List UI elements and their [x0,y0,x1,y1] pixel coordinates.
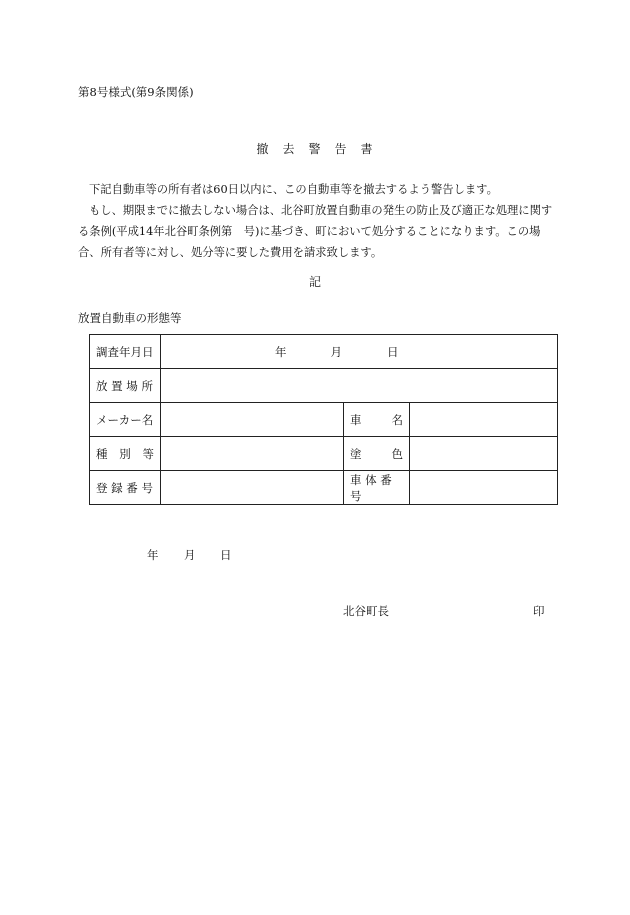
warning-paragraph-2: もし、期限までに撤去しない場合は、北谷町放置自動車の発生の防止及び適正な処理に関する条例(平成14年北谷町条例第 号)に基づき、町において処分することになります。この場合、所有者等に対し、処分等に要した費用を請求致します。 [78,204,553,259]
paint-label-a: 塗 [350,446,362,461]
type-value [161,437,344,471]
chassis-label: 車 体 番 号 [344,471,410,505]
issue-date-month: 月 [184,548,196,562]
location-label: 放 置 場 所 [90,369,161,403]
vehicle-details-table [89,334,558,505]
chassis-value [410,471,558,505]
section-label: 放置自動車の形態等 [78,311,182,325]
maker-label: メーカー名 [90,403,161,437]
table-row [90,403,558,437]
paint-value [410,437,558,471]
form-number: 第8号様式(第9条関係) [78,85,194,99]
survey-date-month: 月 [330,344,342,359]
table-row [90,335,558,369]
document-title: 撤 去 警 告 書 [256,142,374,156]
type-label-b: 別 [119,446,131,461]
issue-date-day: 日 [220,548,232,562]
survey-date-day: 日 [387,344,399,359]
seal-mark: 印 [533,604,545,618]
signer-name: 北谷町長 [343,604,389,618]
survey-date-year: 年 [275,344,287,359]
issue-date-year: 年 [147,548,159,562]
car-name-label-a: 車 [350,412,362,427]
registration-value [161,471,344,505]
car-name-label [344,403,410,437]
car-name-value [410,403,558,437]
registration-label: 登 録 番 号 [90,471,161,505]
table-row [90,437,558,471]
ki-heading: 記 [308,275,321,289]
table-row [90,471,558,505]
paint-label-b: 色 [391,446,403,461]
survey-date-label: 調査年月日 [90,335,161,369]
location-value [161,369,558,403]
maker-value [161,403,344,437]
survey-date-value [161,335,558,369]
paint-label [344,437,410,471]
table-row [90,369,558,403]
type-label [90,437,161,471]
type-label-a: 種 [96,446,108,461]
type-label-c: 等 [142,446,154,461]
warning-paragraph-1: 下記自動車等の所有者は60日以内に、この自動車等を撤去するよう警告します。 [89,183,498,196]
car-name-label-b: 名 [391,412,403,427]
warning-body [78,179,556,263]
